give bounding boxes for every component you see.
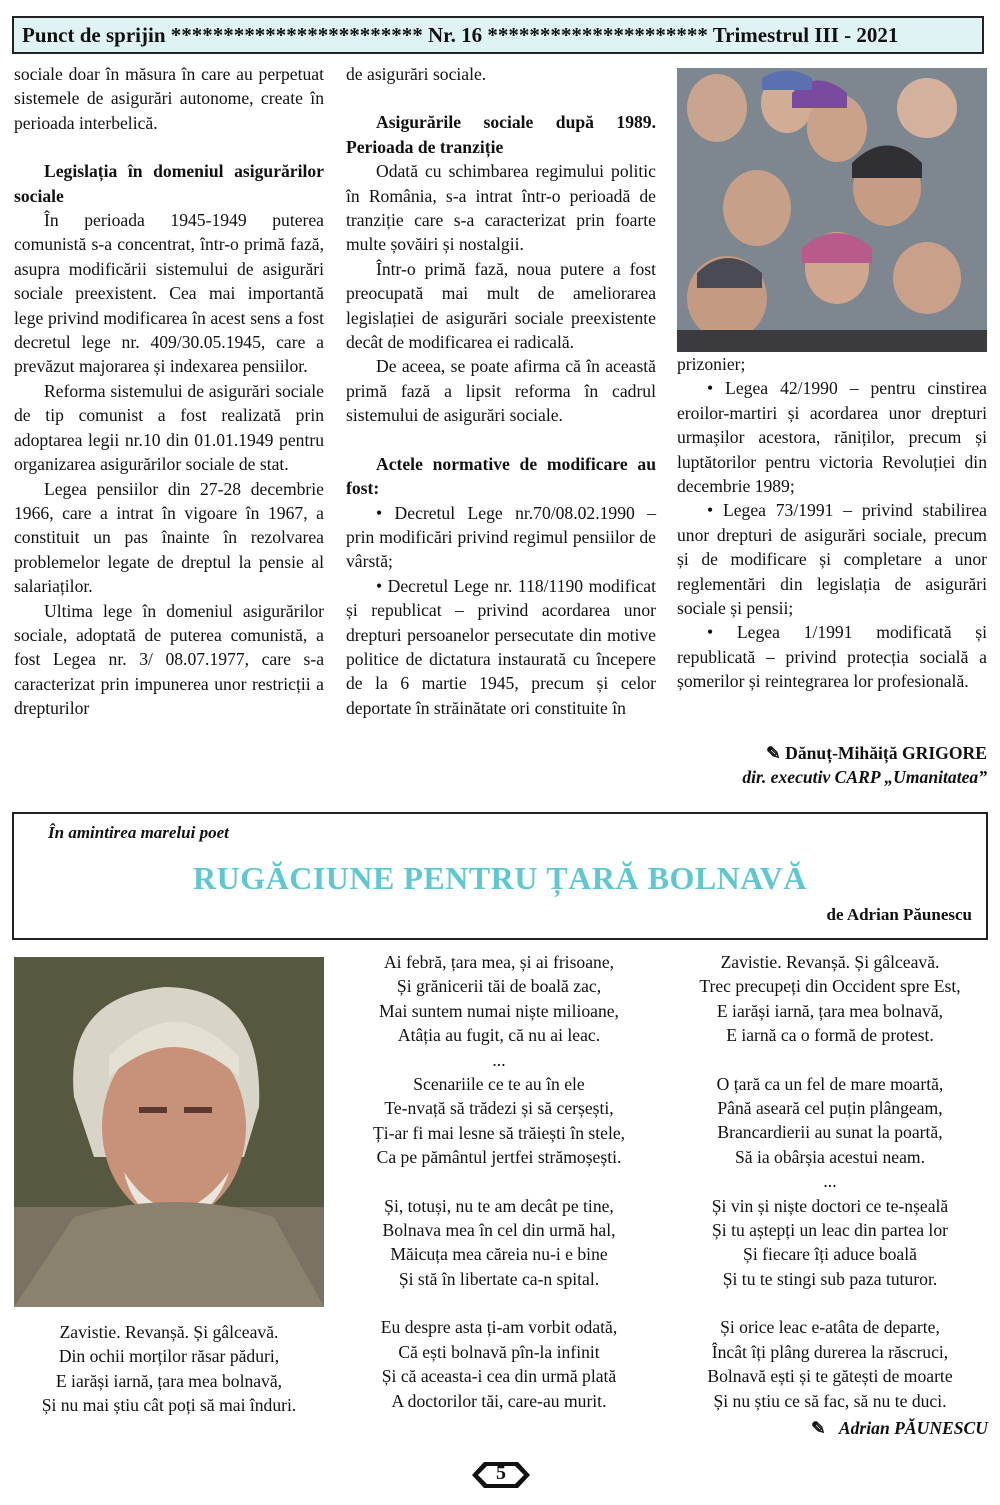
poem-line: A doctorilor tăi, care-au murit. <box>391 1390 607 1411</box>
poem-line: Că ești bolnavă pîn-la infinit <box>398 1341 600 1362</box>
paragraph: sociale doar în măsura în care au perpetuat sistemele de asigurări autonome, create în perioada interbelică. <box>14 64 324 133</box>
poem-stanza <box>334 1072 664 1170</box>
pen-icon: ✎ <box>810 1418 826 1438</box>
spacer <box>14 135 324 159</box>
paragraph: De aceea, se poate afirma că în această primă fază a lipsit reforma în cadrul sistemului de asigurări sociale. <box>346 356 656 426</box>
paragraph: • Decretul Lege nr.70/08.02.1990 – prin modificări privind regimul pensiilor de vârstă; <box>346 502 656 572</box>
article-column-1 <box>14 62 324 721</box>
poem-line: Să ia obârșia acestui neam. <box>734 1146 926 1167</box>
pen-icon: ✎ <box>765 743 781 763</box>
poem-line: Până aseară cel puțin plângeam, <box>717 1098 943 1119</box>
poem-line: Și nu mai știu cât poți să mai înduri. <box>41 1395 297 1416</box>
poem-byline: de Adrian Păunescu <box>826 905 972 924</box>
poem-line: Mai suntem numai niște milioane, <box>379 1000 619 1021</box>
paragraph: Legea pensiilor din 27-28 decembrie 1966, care a intrat în vigoare în 1967, a constituit un pas înainte în rezolvarea problemelor legate de dreptul la pensie al salariaților. <box>14 478 324 597</box>
poem-line: Scenariile ce te au în ele <box>413 1074 585 1095</box>
spacer <box>346 428 656 452</box>
poem-line: O țară ca un fel de mare moartă, <box>716 1073 944 1094</box>
page-number: 5 <box>496 1462 506 1484</box>
paragraph: • Legea 73/1991 – privind stabilirea unor drepturi de asigurări sociale, precum și de modificare și completare a unor reglementări din legislația de asigurări sociale și pensii; <box>677 500 987 619</box>
poem-line: Atâția au fugit, că nu ai leac. <box>397 1025 601 1046</box>
poem-line: Și tu aștepți un leac din partea lor <box>712 1220 948 1241</box>
article-column-2 <box>346 62 656 720</box>
poem-line: Și că aceasta-i cea din urmă plată <box>381 1366 617 1387</box>
poem-line: Bolnava mea în cel din urmă hal, <box>382 1220 616 1241</box>
poem-stanza <box>672 1072 988 1194</box>
poem-line: E iarăși iarnă, țara mea bolnavă, <box>55 1370 283 1391</box>
crowd-illustration <box>677 68 987 352</box>
poem-line: Bolnavă ești și te gătești de moarte <box>707 1366 953 1387</box>
page-number-badge <box>470 1460 532 1490</box>
poem-line: Ai febră, țara mea, și ai frisoane, <box>383 952 615 972</box>
poem-line: Zavistie. Revanșă. Și gâlceavă. <box>59 1322 279 1342</box>
author-role: dir. executiv CARP „Umanitatea” <box>742 767 987 787</box>
poem-line: ... <box>492 1049 506 1070</box>
poem-signature <box>672 1418 988 1439</box>
poem-line: Trec precupeți din Occident spre Est, <box>699 976 961 997</box>
poem-stanza <box>334 1315 664 1413</box>
poem-line: ... <box>823 1171 837 1192</box>
poem-line: Măicuța mea căreia nu-i e bine <box>390 1244 608 1265</box>
poem-line: Încât îți plâng durerea la răscruci, <box>711 1341 949 1362</box>
spacer <box>346 86 656 110</box>
paragraph: • Decretul Lege nr. 118/1190 modificat și republicat – privind acordarea unor drepturi persoanelor persecutate din motive politice de dictatura instaurată cu începere de la 6 martie 1945, precum și celor deportate în străinătate ori constituite în <box>346 575 656 718</box>
poem-right-column <box>672 950 988 1437</box>
poem-author-name: Adrian PĂUNESCU <box>838 1418 988 1438</box>
poem-line: Și stă în libertate ca-n spital. <box>398 1268 600 1289</box>
poem-line: Și fiecare îți aduce boală <box>743 1244 917 1265</box>
poet-portrait <box>14 957 324 1307</box>
poem-stanza <box>334 950 664 1072</box>
section-heading: Legislația în domeniul asigurărilor sociale <box>14 161 324 206</box>
author-name: Dănuț-Mihăiță GRIGORE <box>785 743 987 763</box>
poem-line: E iarnă ca o formă de protest. <box>726 1025 934 1046</box>
poem-line: Și grănicerii tăi de boală zac, <box>396 976 602 997</box>
poem-line: E iarăși iarnă, țara mea bolnavă, <box>716 1000 944 1021</box>
poem-line: Eu despre asta ți-am vorbit odată, <box>380 1317 618 1338</box>
paragraph: Reforma sistemului de asigurări sociale de tip comunist a fost realizată prin adoptarea legii nr.10 din 01.01.1949 pentru organizarea asigurărilor sociale de stat. <box>14 380 324 475</box>
page-header <box>12 16 984 54</box>
poem-stanza <box>672 1315 988 1413</box>
poem-line: Brancardierii au sunat la poartă, <box>717 1122 943 1143</box>
poem-stanza <box>672 1194 988 1292</box>
poem-line: Și tu te stingi sub paza tuturor. <box>722 1268 938 1289</box>
poem-line: Zavistie. Revanșă. Și gâlceavă. <box>720 952 940 972</box>
poem-stanza <box>672 950 988 1048</box>
paragraph: de asigurări sociale. <box>346 64 487 84</box>
portrait-illustration <box>14 957 324 1307</box>
paragraph: În perioada 1945-1949 puterea comunistă s-a concentrat, într-o primă fază, asupra modificării sistemului de asigurări sociale preexistent. Cea mai importantă lege privind modificarea în acest sens a fost decretul lege nr. 409/30.05.1945, care a prevăzut majorarea și indexarea pensiilor. <box>14 210 324 377</box>
paragraph: Într-o primă fază, noua putere a fost preocupată mai mult de ameliorarea legislației de asigurări sociale preexistente decât de modificarea ei radicală. <box>346 258 656 353</box>
poem-middle-column <box>334 950 664 1437</box>
paragraph: Ultima lege în domeniul asigurărilor sociale, adoptată de puterea comunistă, a fost Legea nr. 3/ 08.07.1977, care s-a caracterizat prin impunerea unor restricții a drepturilor <box>14 600 324 719</box>
poem-line: Ți-ar fi mai lesne să trăiești în stele, <box>372 1122 626 1143</box>
poem-line: Te-nvață să trădezi și să cerșești, <box>384 1098 614 1119</box>
section-heading: Actele normative de modificare au fost: <box>346 453 656 499</box>
section-heading: Asigurările sociale după 1989. Perioada de tranziție <box>346 112 656 157</box>
poem-stanza <box>334 1194 664 1292</box>
poem-left-stanza <box>14 1320 324 1418</box>
paragraph: • Legea 42/1990 – pentru cinstirea eroilor-martiri și acordarea unor drepturi urmașilor acestora, răniților, precum și luptătorilor pentru victoria Revoluției din decembrie 1989; <box>677 378 987 497</box>
poem-line: Și orice leac e-atâta de departe, <box>720 1317 940 1338</box>
article-column-3 <box>677 352 987 694</box>
poem-line: Și, totuși, nu te am decât pe tine, <box>384 1195 614 1216</box>
header-title: Punct de sprijin ************************ Nr. 16 ********************* Trimestrul III - 2021 <box>22 22 899 47</box>
paragraph: • Legea 1/1991 modificată și republicată – privind protecția socială a șomerilor și reintegrarea lor profesională. <box>677 622 987 692</box>
paragraph: prizonier; <box>677 354 746 374</box>
poem-line: Ca pe pământul jertfei strămoșești. <box>376 1147 622 1168</box>
crowd-photo <box>677 68 987 352</box>
poem-line: Din ochii morților răsar păduri, <box>58 1346 280 1367</box>
poem-line: Și vin și niște doctori ce te-nșeală <box>711 1195 949 1216</box>
poem-title: RUGĂCIUNE PENTRU ȚARĂ BOLNAVĂ <box>193 860 807 896</box>
poem-pretitle: În amintirea marelui poet <box>48 823 229 842</box>
poem-line: Și nu știu ce să fac, să nu te duci. <box>713 1390 947 1411</box>
article-signature <box>677 741 987 789</box>
paragraph: Odată cu schimbarea regimului politic în România, s-a intrat într-o perioadă de tranziție care s-a caracterizat prin foarte multe șovăiri și nostalgii. <box>346 161 656 255</box>
